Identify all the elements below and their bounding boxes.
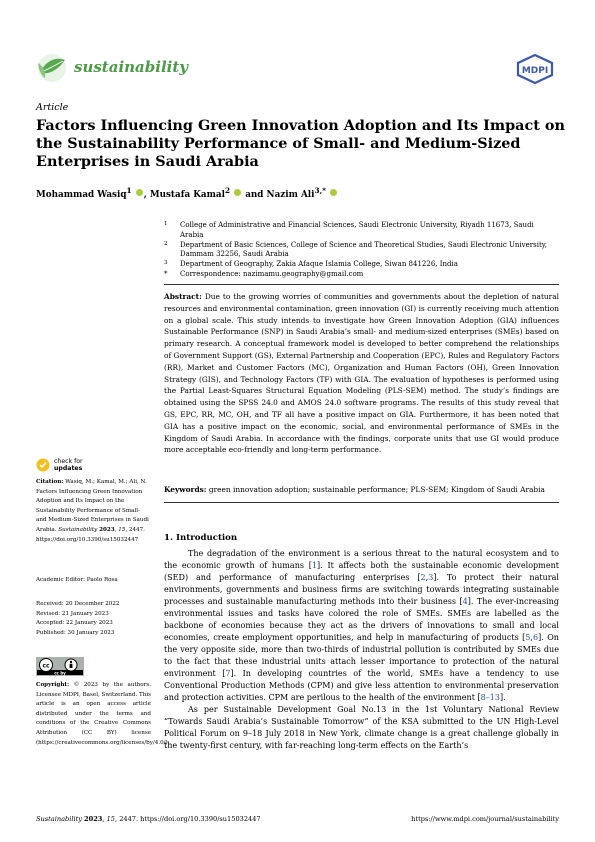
- reference-link[interactable]: 4: [462, 597, 468, 606]
- author-name[interactable]: Mohammad Wasiq: [36, 189, 127, 200]
- reference-link[interactable]: 3: [428, 573, 434, 582]
- reference-link[interactable]: 7: [225, 669, 231, 678]
- affiliation-item: 1 College of Administrative and Financial Sciences, Saudi Electronic University, Riyadh 11673, Saudi Arabia: [164, 221, 534, 239]
- orcid-icon[interactable]: [234, 189, 241, 196]
- section-heading: 1. Introduction: [164, 533, 238, 543]
- body-text: [164, 548, 559, 752]
- reference-link[interactable]: 6: [532, 633, 539, 642]
- academic-editor: Academic Editor: Paolo Rosa: [36, 577, 118, 583]
- keywords: Keywords: green innovation adoption; sustainable performance; PLS-SEM; Kingdom of Saudi Arabia: [164, 485, 545, 494]
- author-name[interactable]: Nazim Ali: [266, 189, 315, 200]
- cc-by-license-icon[interactable]: [36, 657, 84, 676]
- svg-text:cc: cc: [42, 662, 50, 670]
- affiliation-item: 2 Department of Basic Sciences, College of Science and Theoretical Studies, Saudi Electronic University, Dammam 32256, Saudi Arabia: [164, 240, 548, 259]
- journal-logo-icon: [36, 53, 68, 83]
- mdpi-logo: [516, 54, 554, 84]
- reference-link[interactable]: 1: [311, 561, 318, 570]
- citation-block: Citation: Wasiq, M.; Kamal, M.; Ali, N. Factors Influencing Green Innovation Adoption and Its Impact on the Sustainability Performance of Small- and Medium-Sized Enterprises in Saudi Arabia. Sustainability 2023, 15, 2447. https://doi.org/10.3390/su15032447: [36, 479, 149, 543]
- reference-link[interactable]: 8–13: [480, 693, 501, 702]
- article-type: Article: [36, 102, 69, 113]
- orcid-icon[interactable]: [330, 189, 337, 196]
- svg-text:MDPI: MDPI: [521, 66, 549, 76]
- correspondence: * Correspondence: nazimamu.geography@gmail.com: [164, 269, 364, 278]
- paragraph: As per Sustainable Development Goal No.13 in the 1st Voluntary National Review “Towards Saudi Arabia’s Sustainable Tomorrow” of the KSA submitted to the UN High-Level Political Forum on 9–18 July 2018 in New York, climate change is a great challenge globally in the twenty-first century, with far-reaching long-term effects on the Earth’s: [164, 705, 559, 750]
- affiliations: [164, 221, 559, 280]
- author-name[interactable]: Mustafa Kamal: [149, 189, 225, 200]
- orcid-icon[interactable]: [136, 189, 143, 196]
- reference-link[interactable]: 2: [420, 573, 426, 582]
- author-list: Mohammad Wasiq$^1$ , Mustafa Kamal$^2$ and Nazim Ali$^{3,*}$: [36, 186, 338, 200]
- abstract: Abstract: Due to the growing worries of communities and governments about the depletion of natural resources and environmental contamination, green innovation (GI) is currently receiving much attention on a global scale. This study intends to investigate how Green Innovation Adoption (GIA) influences Sustainable Performance (SNP) in Saudi Arabia’s small- and medium-sized enterprises (SMEs) based on primary research. A conceptual framework model is developed to better comprehend the relationships of Government Support (GS), External Partnership and Cooperation (EPC), Rules and Regulatory Factors (RR), Market and Customer Factors (MC), Organization and Human Factors (OH), Green Innovation Strategy (GIS), and Technology Factors (TF) with GIA. The evaluation of hypotheses is performed using the Partial Least-Squares Structural Equation Modeling (PLS-SEM) method. The study’s findings are obtained using the SPSS 24.0 and AMOS 24.0 software programs. The results of this study reveal that GS, EPC, RR, MC, OH, and TF all have a positive impact on GIA. Furthermore, it has been noted that GIA has a positive impact on the economic, social, and environmental performance of SMEs in the Kingdom of Saudi Arabia. In accordance with the findings, corporate units that use GI would produce more acceptable eco-friendly and long-term performance.: [164, 292, 560, 455]
- check-for-updates-icon[interactable]: [36, 458, 50, 472]
- reference-link[interactable]: 5: [525, 633, 531, 642]
- publication-dates: Received: 20 December 2022 Revised: 21 January 2023 Accepted: 22 January 2023 Published: 30 January 2023: [36, 601, 120, 636]
- footer-citation: Sustainability 2023, 15, 2447. https://doi.org/10.3390/su15032447: [36, 815, 261, 823]
- article-title: Factors Influencing Green Innovation Adoption and Its Impact on the Sustainability Performance of Small- and Medium-Sized Enterprises in Saudi Arabia: [36, 117, 565, 170]
- journal-name: sustainability: [74, 58, 188, 76]
- check-for-updates-button[interactable]: check for updates: [54, 458, 83, 472]
- divider: [164, 502, 559, 503]
- copyright-notice: Copyright: © 2023 by the authors. Licensee MDPI, Basel, Switzerland. This article is an open access article distributed under the terms and conditions of the Creative Commons Attribution (CC BY) license (https://creativecommons.org/licenses/by/4.0/).: [36, 682, 170, 746]
- svg-text:cc by: cc by: [54, 670, 66, 676]
- paragraph: The degradation of the environment is a serious threat to the natural ecosystem and to the economic growth of humans [1]. It affects both the sustainable economic development (SED) and performance of manufacturing enterprises [2,3]. To protect their natural environments, governments and business firms are switching towards integrating sustainable processes and sustainable manufacturing methods into their business [4]. The ever-increasing environmental issues and tasks have colored the role of SMEs. SMEs are labelled as the backbone of economies because they act as the drivers of innovations to small and local economies, create employment opportunities, and help in manufacturing of products [5,6]. On the very opposite side, more than two-thirds of industrial pollution is contributed by SMEs due to the fact that these industrial units attach lesser importance to protection of the natural environment [7]. In developing countries of the world, SMEs have a tendency to use Conventional Production Methods (CPM) and give less attention to environmental preservation and protection activities. CPM are perilous to the health of the environment [8–13].: [164, 549, 560, 702]
- affiliation-item: 3 Department of Geography, Zakia Afaque Islamia College, Siwan 841226, India: [164, 260, 458, 269]
- footer-journal-url[interactable]: https://www.mdpi.com/journal/sustainability: [411, 815, 559, 823]
- divider: [164, 284, 559, 285]
